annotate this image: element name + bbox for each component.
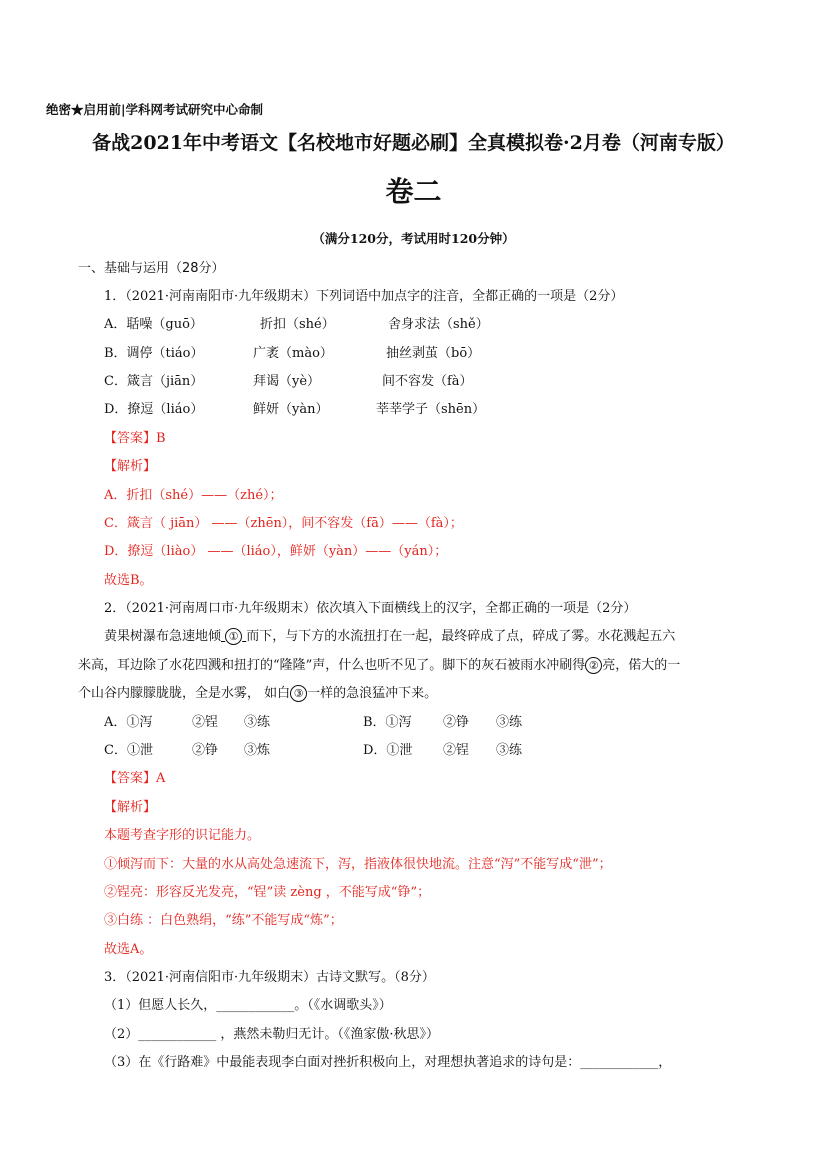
section-heading: 一、基础与运用（28分） [78, 261, 225, 276]
question-1-analysis-line: 故选B。 [104, 573, 153, 588]
question-1-answer: 【答案】B [104, 431, 166, 446]
secret-mark: 绝密★启用前|学科网考试研究中心命制 [46, 102, 264, 117]
question-2-analysis-line: ①倾泻而下：大量的水从高处急速流下，泻，指液体很快地流。注意“泻”不能写成“泄”； [104, 857, 612, 872]
question-1-stem: 1．（2021·河南南阳市·九年级期末）下列词语中加点字的注音，全都正确的一项是（2分） [104, 289, 624, 304]
question-2-answer: 【答案】A [104, 771, 166, 786]
question-3-item: （1）但愿人长久，____________。（《水调歌头》） [104, 998, 392, 1013]
blank-marker: ② [585, 657, 602, 674]
blank-marker: ③ [290, 685, 307, 702]
question-3-item: （2）____________ ，燕然未勒归无计。（《渔家傲·秋思》） [104, 1027, 440, 1042]
question-2-stem: 2．（2021·河南周口市·九年级期末）依次填入下面横线上的汉字，全都正确的一项是（2分） [104, 601, 637, 616]
question-1-analysis-line: A．折扣（shé）——（zhé）； [104, 488, 283, 503]
question-1-analysis-label: 【解析】 [104, 459, 157, 474]
question-2-analysis-line: ③白练 ：白色熟绢，“练”不能写成“炼”； [104, 913, 343, 928]
question-3-item: （3）在《行路难》中最能表现李白面对挫折积极向上，对理想执著追求的诗句是：____________， [104, 1055, 672, 1070]
exam-meta: （满分120分，考试用时120分钟） [312, 231, 515, 246]
question-2-analysis-line: 故选A。 [104, 942, 153, 957]
question-2-analysis-label: 【解析】 [104, 800, 157, 815]
question-3-stem: 3．（2021·河南信阳市·九年级期末）古诗文默写。（8分） [104, 970, 435, 985]
question-1-analysis-line: D．撩逗（liào） ——（liáo），鲜妍（yàn）——（yán）； [104, 544, 448, 559]
document-subtitle: 卷二 [385, 175, 442, 208]
question-2-analysis-line: ②锃亮：形容反光发亮，“锃”读 zèng ，不能写成“铮”； [104, 885, 431, 900]
question-2-analysis-line: 本题考查字形的识记能力。 [104, 828, 261, 843]
question-1-analysis-line: C．箴言（ jiān） ——（zhēn），间不容发（fā）——（fà）； [104, 516, 463, 531]
document-title: 备战2021年中考语文【名校地市好题必刷】全真模拟卷·2月卷（河南专版） [92, 132, 735, 154]
blank-marker: ① [225, 628, 242, 645]
